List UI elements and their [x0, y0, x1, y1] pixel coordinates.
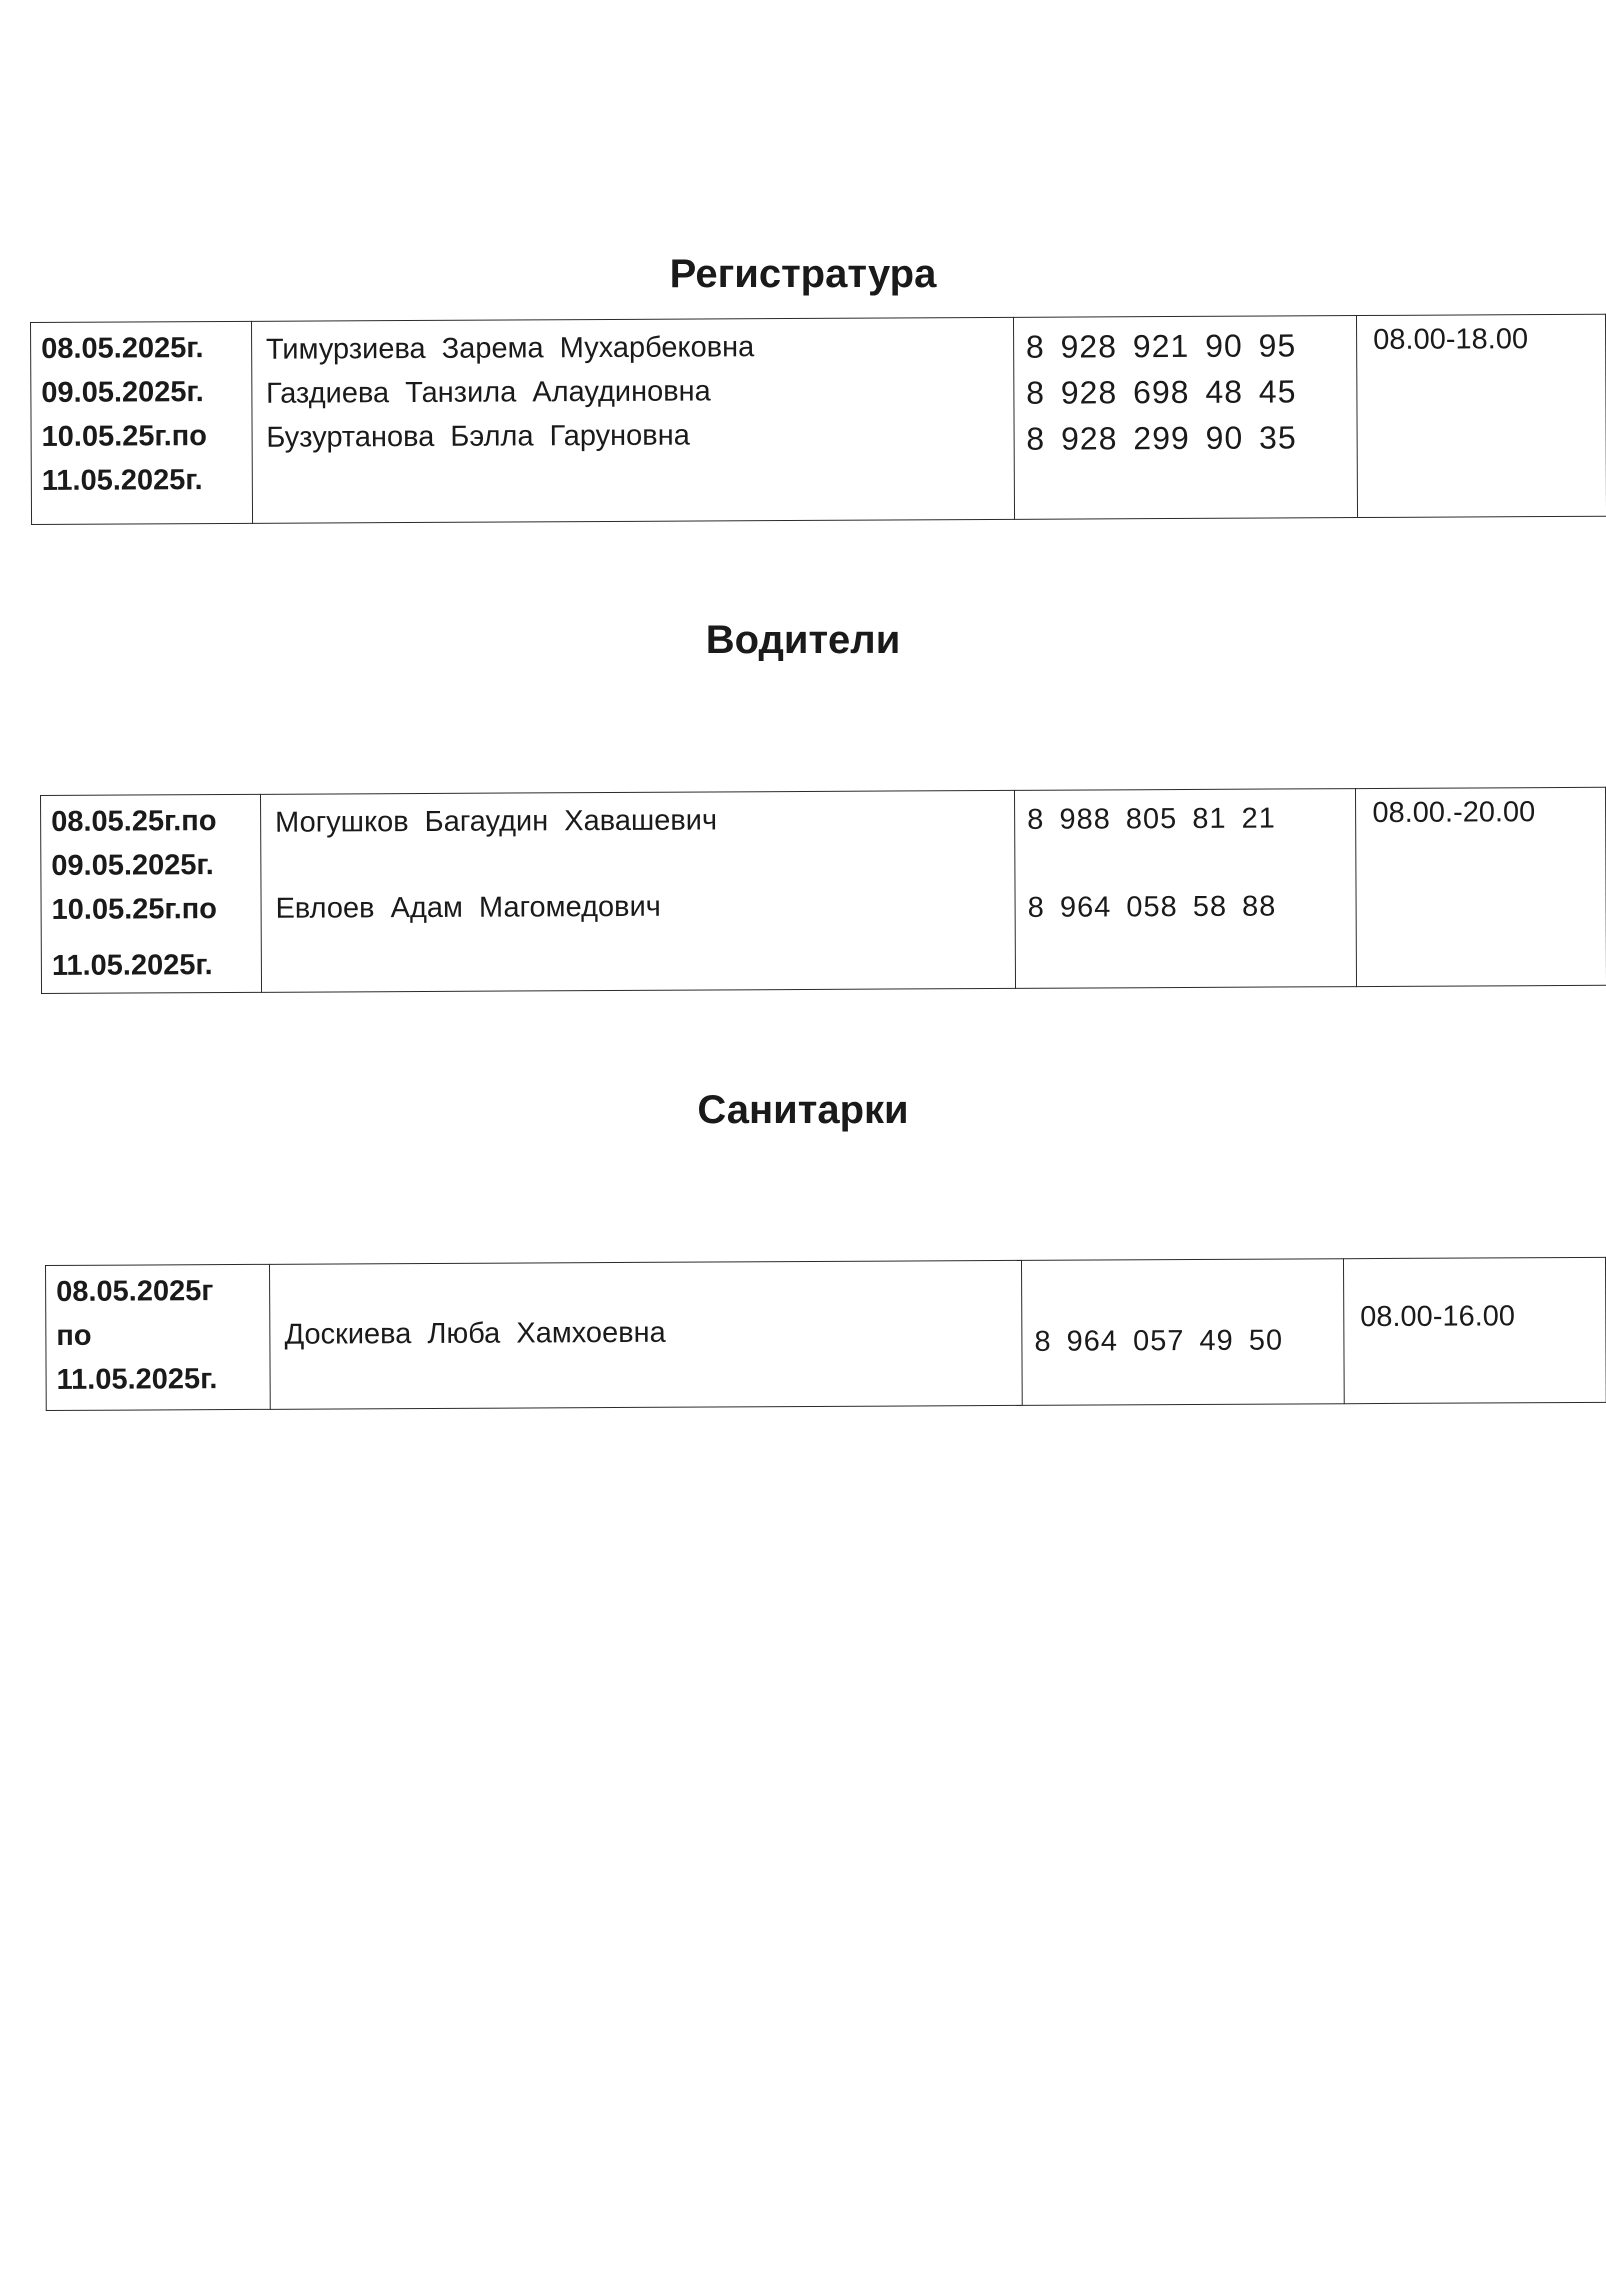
- phones-cell: [1021, 1259, 1344, 1406]
- date-line: 10.05.25г.по: [41, 420, 208, 453]
- hours-cell: [1357, 314, 1606, 517]
- phones-cell: [1015, 789, 1357, 989]
- employee-name: Доскиева Люба Хамхоевна: [284, 1316, 666, 1351]
- work-hours: 08.00.-20.00: [1372, 796, 1536, 830]
- work-hours: 08.00-18.00: [1373, 323, 1529, 356]
- date-line: 08.05.2025г.: [41, 332, 204, 365]
- spacer: [275, 841, 1004, 887]
- date-line: 09.05.2025г.: [41, 376, 204, 409]
- date-line: 08.05.2025г: [56, 1275, 214, 1308]
- names-cell: [260, 790, 1015, 992]
- names-cell: [270, 1260, 1023, 1409]
- table-row: [46, 1257, 1606, 1410]
- section-title-drivers: Водители: [705, 618, 901, 662]
- phones-cell: [1013, 316, 1357, 520]
- employee-name: Газдиева Танзила Алаудиновна: [266, 375, 711, 410]
- table-row: [41, 787, 1606, 993]
- hours-cell: [1356, 787, 1606, 986]
- work-hours: 08.00-16.00: [1360, 1300, 1516, 1334]
- employee-name: Бузуртанова Бэлла Гаруновна: [266, 419, 690, 454]
- date-line: 10.05.25г.по: [51, 893, 218, 926]
- orderlies-schedule-table: [45, 1257, 1606, 1411]
- dates-cell: [46, 1264, 271, 1410]
- spacer: [1027, 841, 1345, 885]
- phone-number: 8 928 698 48 45: [1026, 373, 1297, 411]
- names-cell: [251, 317, 1014, 523]
- employee-name: Могушков Багаудин Хавашевич: [274, 804, 718, 839]
- drivers-schedule-table: [40, 787, 1606, 994]
- phone-number: 8 964 058 58 88: [1027, 890, 1277, 924]
- date-line: 08.05.25г.по: [51, 805, 217, 838]
- section-title-orderlies: Санитарки: [697, 1088, 909, 1132]
- phone-number: 8 928 921 90 95: [1025, 327, 1297, 365]
- date-line: 09.05.2025г.: [51, 849, 214, 882]
- phone-number: 8 988 805 81 21: [1027, 802, 1276, 836]
- section-title-registry: Регистратура: [669, 252, 937, 296]
- phone-number: 8 964 057 49 50: [1034, 1324, 1284, 1358]
- date-line: 11.05.2025г.: [51, 949, 213, 982]
- phone-number: 8 928 299 90 35: [1026, 419, 1297, 457]
- table-row: [31, 314, 1606, 524]
- dates-cell: [41, 794, 262, 993]
- dates-cell: [31, 321, 253, 524]
- hours-cell: [1343, 1257, 1606, 1403]
- registry-schedule-table: [30, 314, 1606, 525]
- date-line: 11.05.2025г.: [41, 464, 203, 497]
- employee-name: Тимурзиева Зарема Мухарбековна: [265, 331, 755, 366]
- employee-name: Евлоев Адам Магомедович: [275, 890, 661, 925]
- date-line: 11.05.2025г.: [56, 1363, 218, 1396]
- date-line: по: [56, 1319, 92, 1352]
